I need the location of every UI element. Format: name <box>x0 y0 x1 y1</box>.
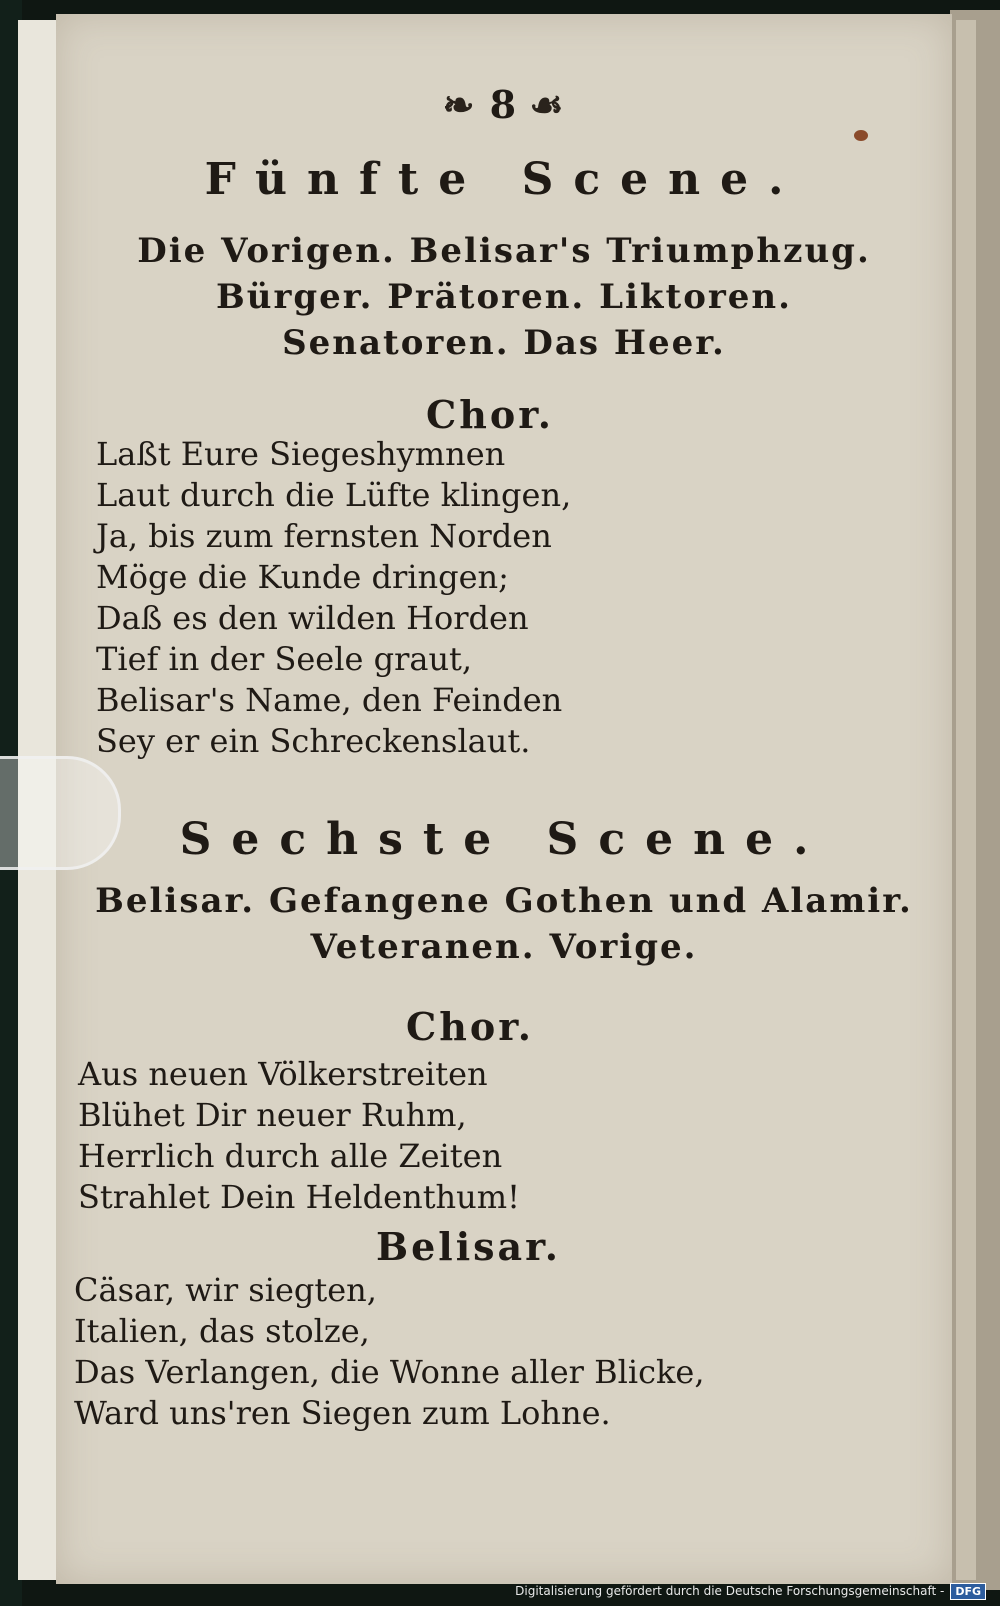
page-number-header <box>56 82 952 127</box>
scene-6-belisar-verse <box>74 1270 705 1434</box>
scene-6-title: Sechste Scene. <box>179 814 829 865</box>
verse-line: Das Verlangen, die Wonne aller Blicke, <box>74 1353 705 1391</box>
verse-line: Blühet Dir neuer Ruhm, <box>78 1096 467 1134</box>
funding-credit: Digitalisierung gefördert durch die Deutsche Forschungsgemeinschaft - <box>515 1584 945 1598</box>
scene-6-speaker-belisar: Belisar. <box>376 1224 561 1269</box>
dfg-logo: DFG <box>950 1583 986 1600</box>
verse-line: Daß es den wilden Horden <box>96 599 529 637</box>
verse-line: Ja, bis zum fernsten Norden <box>96 517 552 555</box>
verse-line: Tief in der Seele graut, <box>96 640 473 678</box>
ornament-left-icon: ❧ <box>442 82 477 127</box>
scene-6-cast <box>56 878 952 970</box>
transparent-page-clip <box>0 756 121 870</box>
book-page <box>56 14 952 1584</box>
verse-line: Aus neuen Völkerstreiten <box>78 1055 488 1093</box>
ornament-right-icon: ☙ <box>529 82 566 127</box>
cast-line: Senatoren. Das Heer. <box>282 323 726 363</box>
verse-line: Möge die Kunde dringen; <box>96 558 509 596</box>
verse-line: Ward uns'ren Siegen zum Lohne. <box>74 1394 611 1432</box>
verse-line: Herrlich durch alle Zeiten <box>78 1137 503 1175</box>
verse-line: Belisar's Name, den Feinden <box>96 681 563 719</box>
cast-line: Bürger. Prätoren. Liktoren. <box>216 277 792 317</box>
digitization-footer <box>515 1582 986 1600</box>
verse-line: Laßt Eure Siegeshymnen <box>96 435 506 473</box>
verse-line: Italien, das stolze, <box>74 1312 370 1350</box>
scene-6-speaker-chorus: Chor. <box>406 1004 534 1049</box>
cast-line: Die Vorigen. Belisar's Triumphzug. <box>137 231 871 271</box>
scene-5-speaker: Chor. <box>426 392 554 437</box>
verse-line: Strahlet Dein Heldenthum! <box>78 1178 520 1216</box>
cast-line: Belisar. Gefangene Gothen und Alamir. <box>95 881 913 921</box>
ink-stain <box>854 130 868 141</box>
scene-6-chorus-verse <box>78 1054 520 1218</box>
verse-line: Laut durch die Lüfte klingen, <box>96 476 572 514</box>
verse-line: Cäsar, wir siegten, <box>74 1271 377 1309</box>
page-number: 8 <box>489 82 517 127</box>
page-edge-right <box>950 10 1000 1590</box>
scene-5-cast <box>56 228 952 366</box>
scene-5-verse <box>96 434 571 762</box>
cast-line: Veteranen. Vorige. <box>310 927 698 967</box>
verse-line: Sey er ein Schreckenslaut. <box>96 722 531 760</box>
scene-5-title: Fünfte Scene. <box>204 154 804 205</box>
